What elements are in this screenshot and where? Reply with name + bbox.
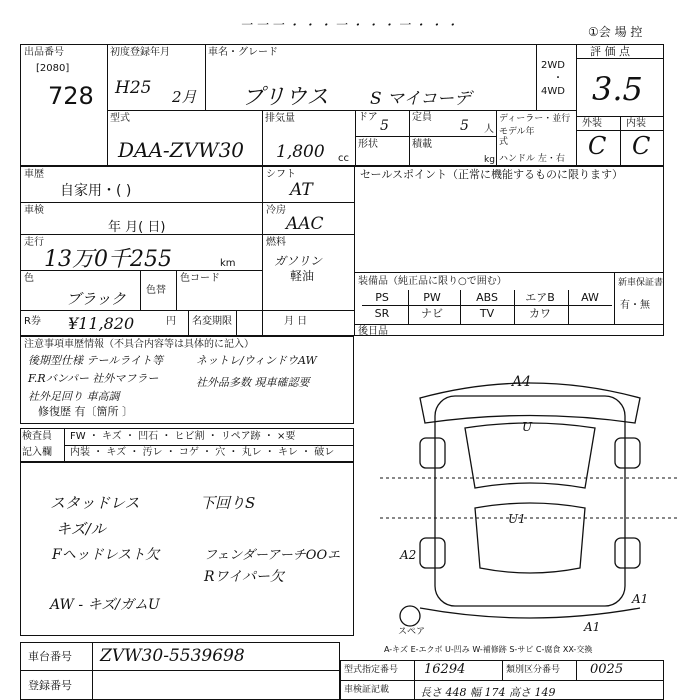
exterior-grade: C	[588, 132, 607, 160]
registration-label: 初度登録年月	[110, 47, 170, 58]
lower-note-right: フェンダーアーチOOエ	[204, 548, 341, 563]
drive-4wd: 4WD	[541, 86, 565, 97]
model-grade: S マイコーデ	[370, 89, 472, 109]
mark-hood: U	[522, 420, 533, 434]
capacity-label: 定員	[412, 112, 432, 123]
model-year-label: モデル年式	[499, 127, 535, 147]
mark-left: A2	[400, 548, 417, 562]
form-type-value: 16294	[424, 662, 466, 677]
score-label: 評 価 点	[590, 45, 630, 58]
kg-unit: kg	[484, 155, 495, 165]
lower-note: キズ/ル	[56, 520, 106, 538]
equip-ps: PS	[375, 291, 389, 304]
registration-year: H25	[115, 78, 152, 98]
score-value: 3.5	[592, 70, 643, 108]
lower-note: AW - キズ/ガムU	[50, 597, 160, 613]
mark-spare: スペア	[398, 627, 426, 637]
mileage-unit: km	[220, 258, 236, 269]
top-section	[20, 44, 664, 166]
mark-top: A4	[512, 374, 532, 390]
lot-number: 728	[48, 82, 94, 110]
header-text: 一 一 一 ・ ・ ・ 一 ・ ・ ・ 一 ・ ・ ・	[240, 18, 458, 32]
history-value: 自家用・( )	[60, 183, 132, 199]
recycle-unit: 円	[166, 316, 176, 327]
lot-label: 出品番号	[24, 47, 64, 58]
equip-leather: カワ	[529, 307, 551, 320]
classification-value: 0025	[590, 662, 624, 677]
entry-label: 記入欄	[22, 447, 52, 458]
damage-legend: A-キズ E-エクボ U-凹み W-補修跡 S-サビ C-腐食 XX-交換	[384, 645, 593, 654]
color-change-label: 色替	[146, 285, 166, 296]
notes-label: 注意事項車歴情報（不具合内容等は具体的に記入）	[24, 339, 254, 350]
inspector-row-interior: 内装 ・ キズ ・ 汚レ ・ コゲ ・ 穴 ・ 丸レ ・ キレ ・ 破レ	[70, 447, 335, 458]
shift-label: シフト	[266, 169, 296, 180]
note-line: 社外足回り 車高調	[28, 390, 120, 403]
shift-value: AT	[290, 180, 313, 200]
form-type-label: 型式指定番号	[344, 665, 399, 675]
mark-right-rear: A1	[632, 592, 649, 606]
exterior-label: 外装	[582, 118, 602, 129]
color-code-label: 色コード	[180, 273, 220, 284]
recycle-label: R券	[24, 316, 41, 327]
inspection-value: 年 月( 日)	[108, 220, 166, 235]
color-label: 色	[24, 273, 34, 284]
displacement-value: 1,800	[276, 142, 325, 162]
lot-code: [2080]	[36, 63, 70, 74]
rear-items-label: 後日品	[358, 326, 388, 337]
doors-label: ドア	[358, 112, 378, 123]
mileage-value: 13万0千255	[44, 247, 172, 272]
fuel-diesel: 軽油	[290, 269, 315, 283]
note-line: 社外品多数 現車確認要	[196, 376, 310, 389]
note-line: 後期型仕様 テールライト等	[28, 354, 163, 367]
capacity-unit: 人	[484, 124, 494, 135]
aircon-label: 冷房	[266, 205, 286, 216]
classification-label: 類別区分番号	[506, 665, 561, 675]
name-change-value: 月 日	[284, 316, 308, 327]
type-value: DAA-ZVW30	[118, 138, 245, 162]
inspector-label: 検査員	[22, 431, 52, 442]
type-label: 型式	[110, 113, 130, 124]
warranty-value: 有・無	[620, 300, 650, 311]
note-line: ネットレ/ウィンドウAW	[196, 354, 317, 367]
reg-number-label: 登録番号	[28, 679, 72, 692]
model-name: プリウス	[242, 85, 329, 110]
color-value: ブラック	[66, 290, 126, 308]
mileage-label: 走行	[24, 237, 44, 248]
recycle-value: ¥11,820	[68, 314, 135, 333]
vehicle-dimensions: 長さ 448 幅 174 高さ 149	[420, 686, 556, 699]
repair-history: 修復歴 有〔箇所 〕	[38, 405, 133, 418]
handle-label: ハンドル 左・右	[499, 154, 565, 164]
load-label: 積載	[412, 139, 432, 150]
equip-sr: SR	[374, 307, 390, 320]
equip-abs: ABS	[476, 291, 498, 304]
doors-value: 5	[380, 118, 389, 134]
lower-note: Fヘッドレスト欠	[52, 547, 160, 563]
lower-note-right: 下回りS	[200, 494, 256, 512]
displacement-label: 排気量	[265, 113, 295, 124]
capacity-value: 5	[460, 118, 469, 134]
warranty-label: 新車保証書	[618, 278, 664, 288]
sales-points-label: セールスポイント（正常に機能するものに限ります）	[360, 168, 624, 181]
equip-airbag: エアB	[525, 291, 555, 304]
displacement-unit: cc	[338, 153, 349, 164]
interior-label: 内装	[626, 118, 646, 129]
fuel-gasoline: ガソリン	[274, 254, 323, 268]
chassis-number: ZVW30-5539698	[100, 646, 245, 666]
registration-cert-label: 車検証記載	[344, 685, 390, 695]
aircon-value: AAC	[286, 214, 324, 234]
interior-grade: C	[632, 132, 651, 160]
history-label: 車歴	[24, 169, 44, 180]
lower-note: スタッドレス	[50, 494, 140, 512]
lower-note-right: Rワイパー欠	[204, 569, 284, 585]
inspection-label: 車検	[24, 205, 44, 216]
equip-tv: TV	[479, 307, 495, 320]
chassis-label: 車台番号	[28, 650, 72, 663]
equip-navi: ナビ	[421, 307, 443, 320]
drive-2wd: 2WD	[541, 60, 565, 71]
shape-label: 形状	[358, 139, 378, 150]
equip-pw: PW	[423, 291, 441, 304]
name-change-label: 名変期限	[192, 316, 232, 327]
mark-roof: U1	[508, 512, 526, 526]
equipment-label: 装備品（純正品に限り○で囲む）	[358, 276, 507, 287]
model-label: 車名・グレード	[208, 47, 278, 58]
equip-aw: AW	[581, 291, 599, 304]
inspector-row-exterior: FW ・ キズ ・ 凹石 ・ ヒビ割 ・ リペア跡 ・ ×要	[70, 431, 296, 442]
mark-rear: A1	[584, 620, 601, 634]
venue-label: ①会 場 控	[588, 25, 643, 39]
dealer-label: ディーラー・並行	[499, 114, 571, 124]
registration-month: 2月	[172, 88, 197, 106]
note-line: F.Rバンパー 社外マフラー	[28, 372, 159, 385]
fuel-label: 燃料	[266, 237, 286, 248]
